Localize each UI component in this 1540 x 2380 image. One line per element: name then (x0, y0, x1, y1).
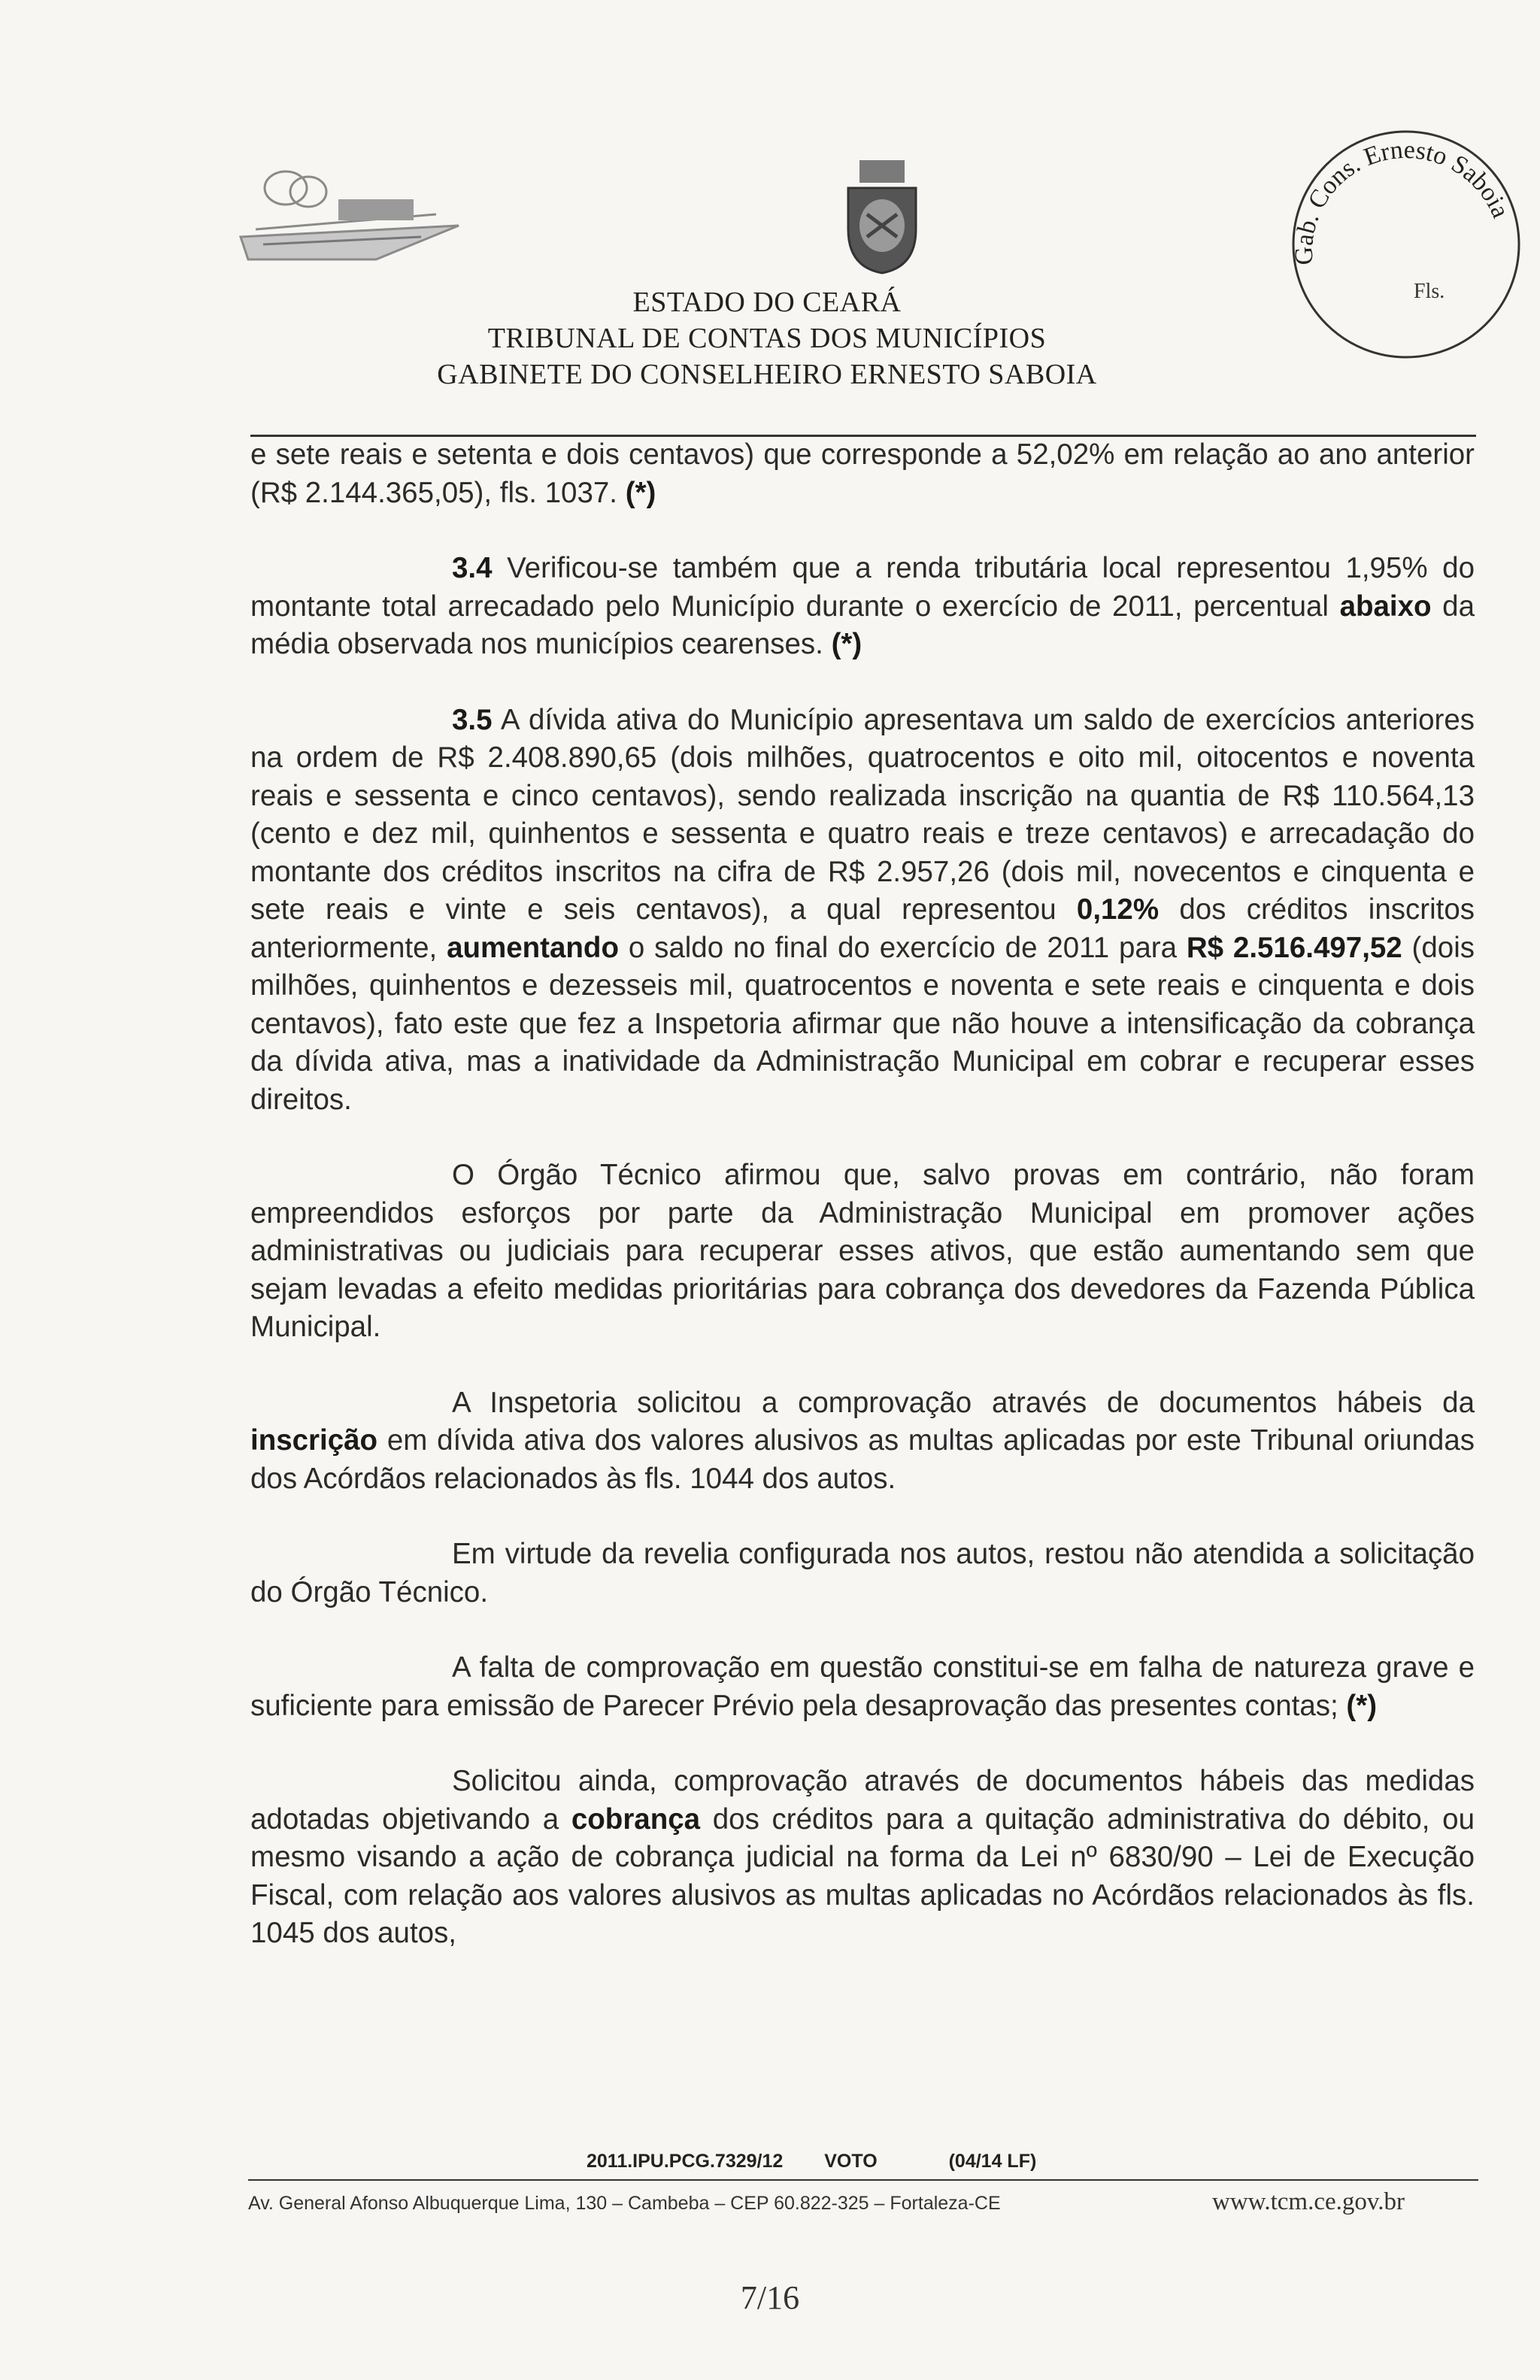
paragraph (250, 702, 1475, 1120)
bold-text: aumentando (447, 931, 619, 964)
header-tribunal: TRIBUNAL DE CONTAS DOS MUNICÍPIOS (487, 323, 1047, 354)
header-institution (226, 284, 1308, 393)
footer-process-code (587, 2151, 1036, 2172)
bold-text: inscrição (250, 1424, 378, 1457)
footer-address: Av. General Afonso Albuquerque Lima, 130 – Cambeba – CEP 60.822-325 – Fortaleza-CE (248, 2193, 1001, 2214)
paragraph (250, 1157, 1475, 1347)
paragraph (250, 1384, 1475, 1499)
ceara-coat-of-arms (833, 154, 931, 274)
header-state: ESTADO DO CEARÁ (632, 287, 902, 318)
footer-website: www.tcm.ce.gov.br (1212, 2188, 1405, 2215)
paragraph (250, 1763, 1475, 1953)
page-number: 7/16 (740, 2279, 800, 2316)
bold-text: 3.4 (452, 552, 493, 584)
bold-text: 0,12% (1076, 893, 1160, 926)
paragraph (250, 550, 1475, 664)
bold-text: cobrança (571, 1802, 701, 1836)
paragraph (250, 436, 1475, 512)
footer-rule (248, 2179, 1478, 2181)
cabinet-seal-stamp (1278, 120, 1534, 368)
text-run: A dívida ativa do Município apresentava um saldo de exercícios anteriores na ordem de R$ 2.408.890,65 (dois milhões, quatrocentos e oito mil, oitocentos e noventa reais e sessenta e cinco centavos), sendo realizada inscrição na quantia de R$ 110.564,13 (cento e dez mil, quinhentos e sessenta e quatro reais e treze centavos) e arrecadação do montante dos créditos inscritos na cifra de R$ 2.957,26 (dois mil, novecentos e cinquenta e sete reais e vinte e seis centavos), a qual representou (250, 703, 1475, 926)
bold-text: 3.5 (452, 703, 493, 736)
text-run: Em virtude da revelia configurada nos autos, restou não atendida a solicitação do Órgão Técnico. (250, 1538, 1475, 1608)
bold-text: abaixo (1339, 590, 1432, 623)
text-run: dos créditos para a quitação administrativa do débito, ou mesmo visando a ação de cobrança judicial na forma da Lei nº 6830/90 – Lei de Execução Fiscal, com relação aos valores alusivos as multas aplicadas no Acórdãos relacionados às fls. 1045 dos autos, (250, 1802, 1475, 1949)
text-run: o saldo no final do exercício de 2011 para (618, 931, 1187, 964)
paragraph (250, 1649, 1475, 1725)
text-run: A falta de comprovação em questão constitui-se em falha de natureza grave e suficiente para emissão de Parecer Prévio pela desaprovação das presentes contas; (250, 1651, 1475, 1722)
text-run: Verificou-se também que a renda tributária local representou 1,95% do montante total arrecadado pelo Município durante o exercício de 2011, percentual (250, 552, 1475, 623)
process-number: 2011.IPU.PCG.7329/12 (587, 2151, 784, 2172)
text-run: A Inspetoria solicitou a comprovação através de documentos hábeis da (452, 1386, 1475, 1419)
bold-text: (*) (831, 628, 862, 660)
text-run: da média observada nos municípios cearenses. (250, 590, 1475, 660)
seal-fls-label: Fls. (1414, 280, 1445, 303)
header-cabinet: GABINETE DO CONSELHEIRO ERNESTO SABOIA (437, 359, 1097, 390)
bold-text: (*) (625, 476, 656, 509)
document-type: VOTO (824, 2151, 878, 2172)
document-body (250, 436, 1475, 1990)
text-run: Solicitou ainda, comprovação através de documentos hábeis das medidas adotadas objetivando a (250, 1765, 1475, 1836)
bold-text: (*) (1346, 1689, 1378, 1722)
svg-text:Gab. Cons. Ernesto Saboia: Gab. Cons. Ernesto Saboia (1290, 135, 1515, 266)
paragraph (250, 1536, 1475, 1611)
text-run: (dois milhões, quinhentos e dezesseis mil, quatrocentos e noventa e sete reais e cinquenta e dois centavos), fato este que fez a Inspetoria afirmar que não houve a intensificação da cobrança da dívida ativa, mas a inatividade da Administração Municipal em cobrar e recuperar esses direitos. (250, 931, 1475, 1116)
text-run: em dívida ativa dos valores alusivos as multas aplicadas por este Tribunal oriundas dos Acórdãos relacionados às fls. 1044 dos autos. (250, 1424, 1475, 1495)
text-run: O Órgão Técnico afirmou que, salvo provas em contrário, não foram empreendidos esforços por parte da Administração Municipal em promover ações administrativas ou judiciais para recuperar esses ativos, que estão aumentando sem que sejam levadas a efeito medidas prioritárias para cobrança dos devedores da Fazenda Pública Municipal. (250, 1159, 1475, 1343)
text-run: e sete reais e setenta e dois centavos) que corresponde a 52,02% em relação ao ano anterior (R$ 2.144.365,05), fls. 1037. (250, 438, 1475, 509)
bold-text: R$ 2.516.497,52 (1186, 931, 1402, 964)
tcm-logo (226, 154, 474, 267)
document-ref: (04/14 LF) (948, 2151, 1037, 2172)
text-run: dos créditos inscritos anteriormente, (250, 893, 1475, 964)
